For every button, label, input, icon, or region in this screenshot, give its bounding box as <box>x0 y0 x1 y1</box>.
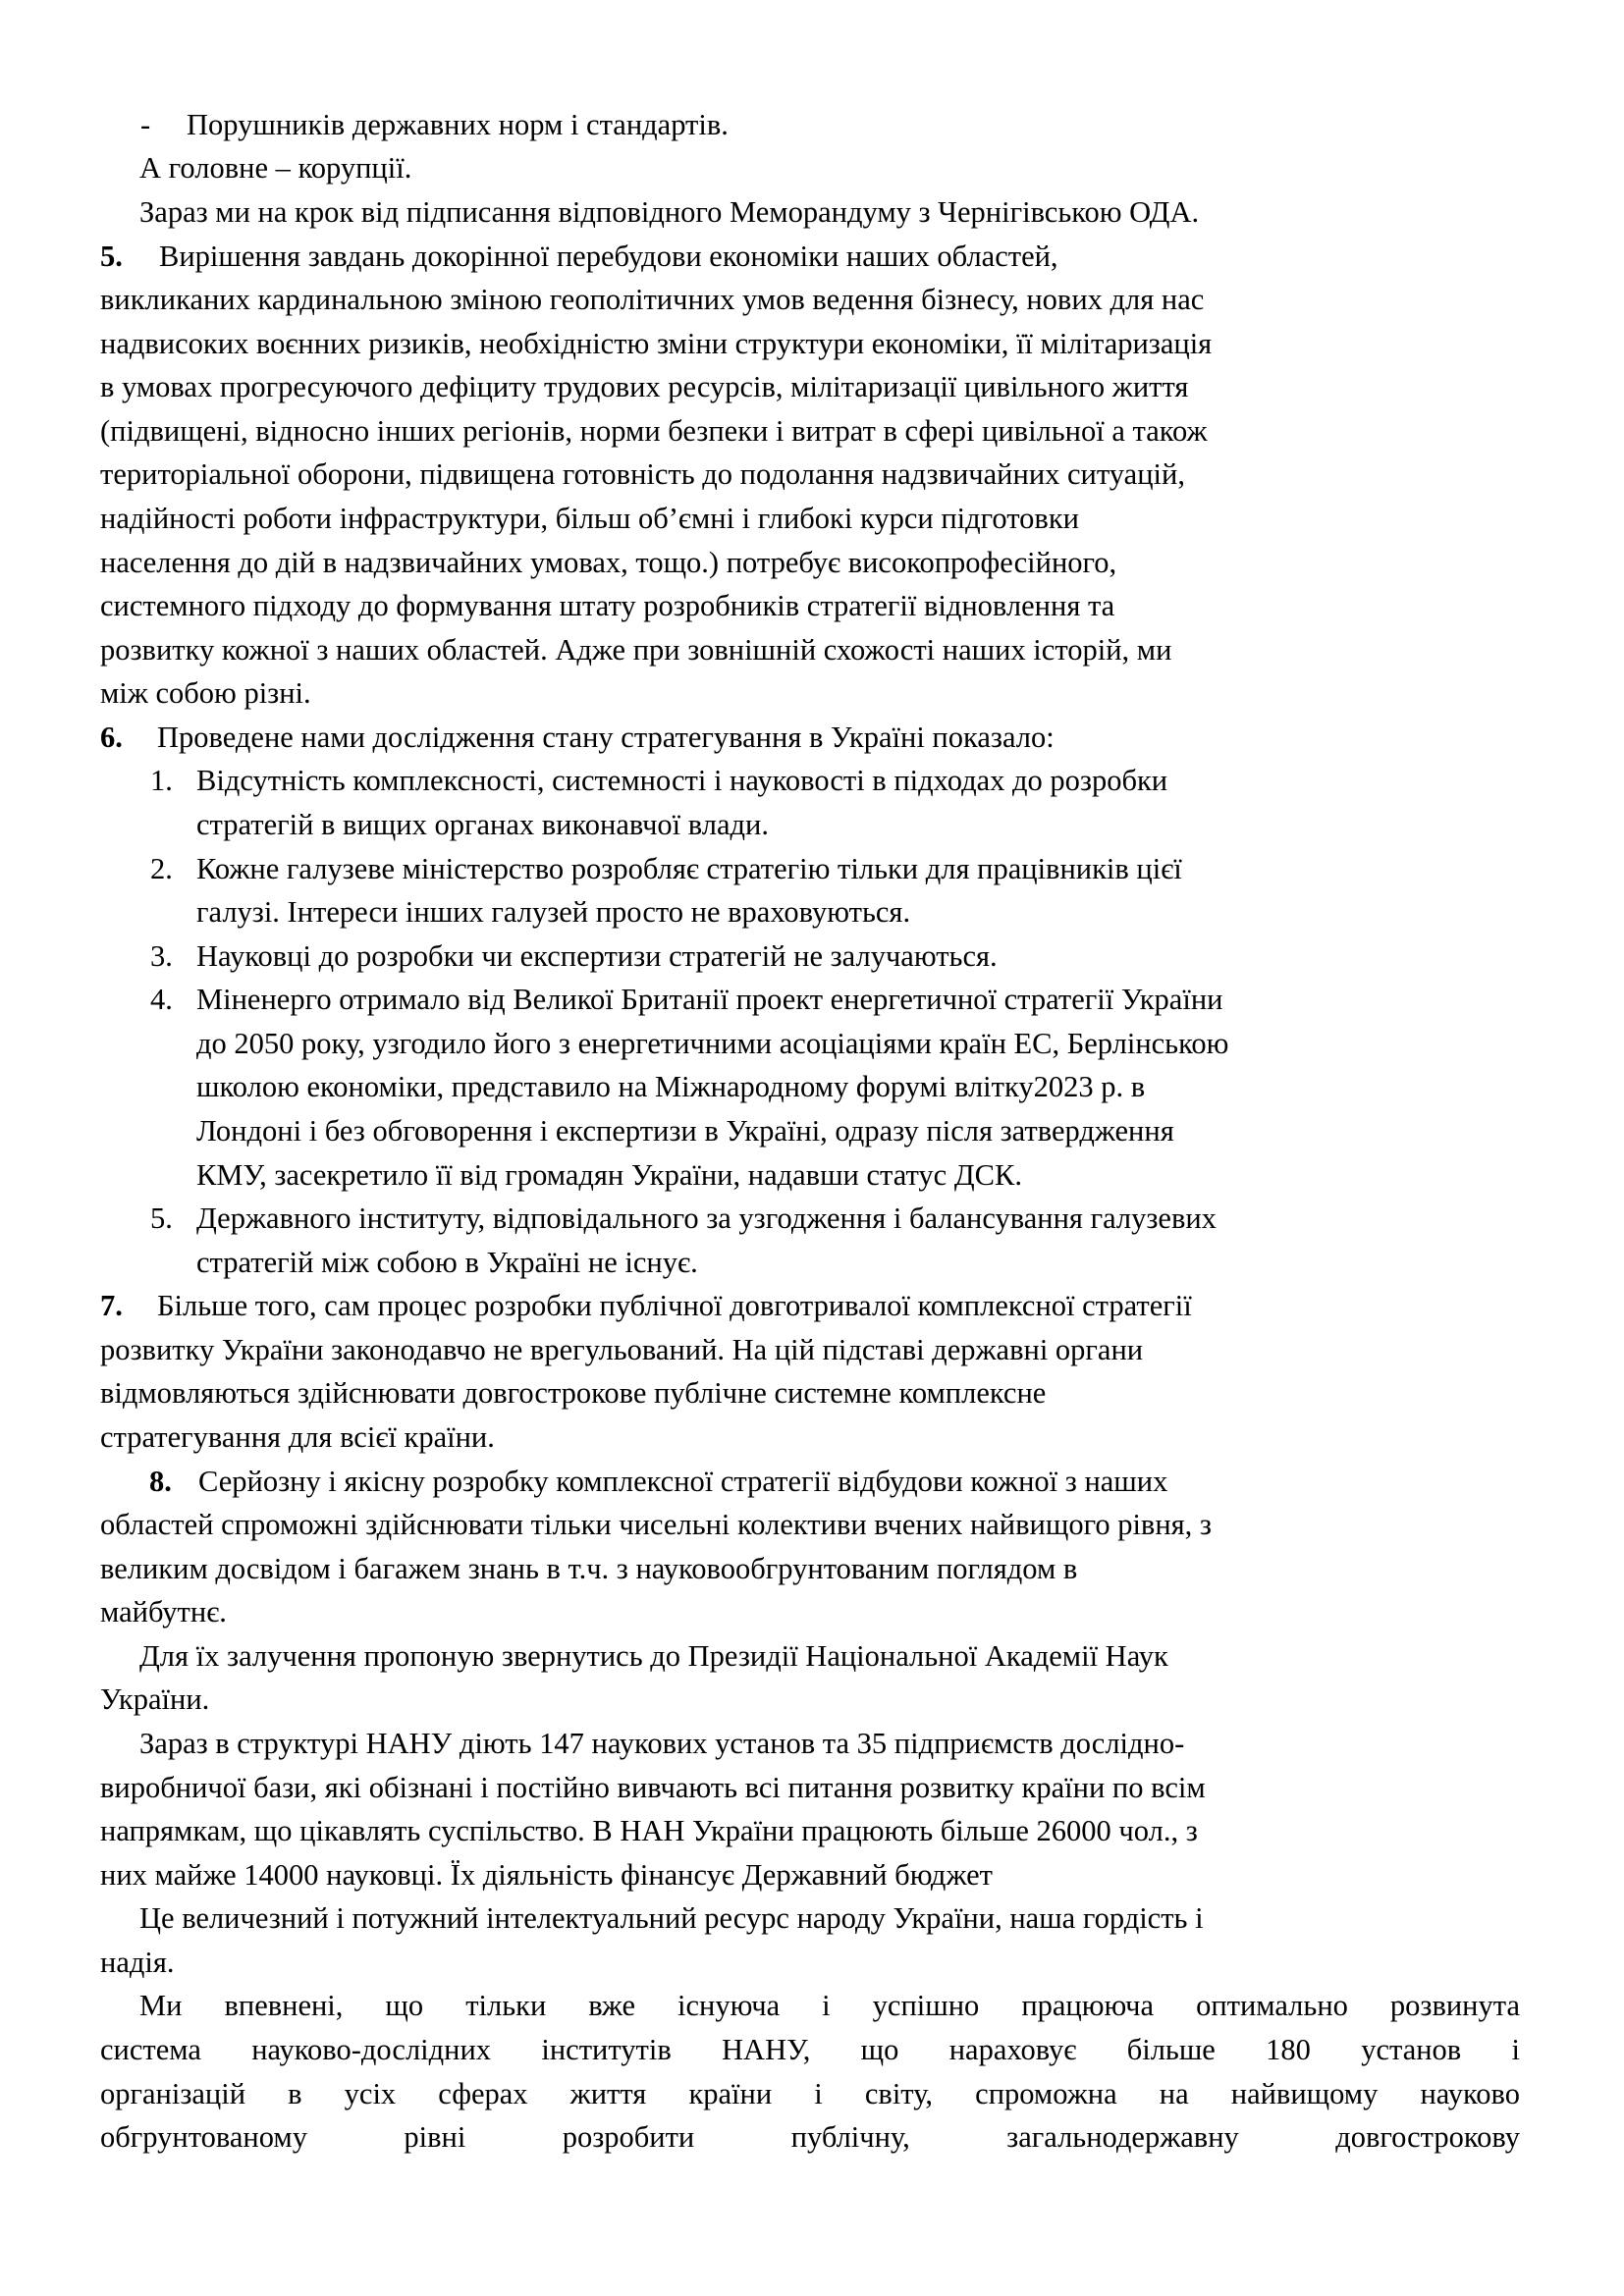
text-line: областей спроможні здійснювати тільки чисельні колективи вчених найвищого рівня, з <box>100 1508 1212 1541</box>
justified-line: обгрунтованому рівні розробити публічну, загальнодержавну довгострокову <box>100 2120 1520 2154</box>
text-line: Проведене нами дослідження стану стратегування в Україні показало: <box>157 721 1055 754</box>
text-line: Зараз в структурі НАНУ діють 147 наукових установ та 35 підприємств дослідно- <box>139 1727 1185 1760</box>
text-line: напрямкам, що цікавлять суспільство. В НАН України працюють більше 26000 чол., з <box>100 1814 1198 1847</box>
text-line: населення до дій в надзвичайних умовах, тощо.) потребує високопрофесійного, <box>100 546 1117 579</box>
text-line: надія. <box>100 1946 175 1979</box>
text-line: Зараз ми на крок від підписання відповідного Меморандуму з Чернігівською ОДА. <box>139 195 1200 229</box>
list-item-text: до 2050 року, узгодило його з енергетичними асоціаціями країн ЕС, Берлінською <box>196 1027 1229 1060</box>
text-line: (підвищені, відносно інших регіонів, норми безпеки і витрат в сфері цивільної а також <box>100 414 1208 448</box>
justified-line: Ми впевнені, що тільки вже існуюча і успішно працююча оптимально розвинута <box>139 1989 1520 2022</box>
text-line: Для їх залучення пропоную звернутись до Президії Національної Академії Наук <box>139 1639 1168 1673</box>
text-line: А головне – корупції. <box>139 151 412 185</box>
text-line: системного підходу до формування штату розробників стратегії відновлення та <box>100 589 1115 622</box>
text-line: Це величезний і потужний інтелектуальний ресурс народу України, наша гордість і <box>139 1901 1204 1935</box>
text-line: великим досвідом і багажем знань в т.ч. з науковообгрунтованим поглядом в <box>100 1552 1078 1585</box>
list-item-text: Науковці до розробки чи експертизи стратегій не залучаються. <box>196 939 998 973</box>
text-line: в умовах прогресуючого дефіциту трудових ресурсів, мілітаризації цивільного життя <box>100 370 1189 403</box>
list-item-text: стратегій в вищих органах виконавчої влади. <box>196 808 769 841</box>
text-line: територіальної оборони, підвищена готовність до подолання надзвичайних ситуацій, <box>100 457 1185 491</box>
list-item-text: КМУ, засекретило її від громадян України, надавши статус ДСК. <box>196 1158 1022 1192</box>
text-line: розвитку України законодавчо не врегульований. На цій підставі державні органи <box>100 1333 1144 1366</box>
section-number-7: 7. <box>100 1289 123 1322</box>
text-line: них майже 14000 науковці. Їх діяльність фінансує Державний бюджет <box>100 1858 993 1892</box>
list-item-text: Лондоні і без обговорення і експертизи в Україні, одразу після затвердження <box>196 1114 1174 1148</box>
bullet-dash: - <box>140 108 151 141</box>
text-line: надвисоких воєнних ризиків, необхідністю зміни структури економіки, її мілітаризація <box>100 327 1213 360</box>
list-number-3: 3. <box>150 939 173 973</box>
text-line: стратегування для всієї країни. <box>100 1420 495 1454</box>
section-number-6: 6. <box>100 721 123 754</box>
section-number-5: 5. <box>100 240 123 273</box>
list-item-text: Державного інституту, відповідального за узгодження і балансування галузевих <box>196 1201 1217 1235</box>
text-line: Вирішення завдань докорінної перебудови економіки наших областей, <box>159 240 1058 273</box>
list-item-text: Відсутність комплексності, системності і науковості в підходах до розробки <box>196 764 1168 797</box>
list-item-text: Кожне галузеве міністерство розробляє стратегію тільки для працівників цієї <box>196 852 1182 885</box>
justified-line: система науково-дослідних інститутів НАНУ, що нараховує більше 180 установ і <box>100 2033 1520 2066</box>
text-line: відмовляються здійснювати довгострокове публічне системне комплексне <box>100 1376 1047 1410</box>
list-number-1: 1. <box>150 764 173 797</box>
list-item-text: Міненерго отримало від Великої Британії проект енергетичної стратегії України <box>196 983 1223 1016</box>
text-line: Більше того, сам процес розробки публічної довготривалої комплексної стратегії <box>157 1289 1192 1322</box>
text-line: України. <box>100 1682 210 1716</box>
text-line: майбутнє. <box>100 1595 227 1629</box>
list-number-4: 4. <box>150 983 173 1016</box>
list-number-2: 2. <box>150 852 173 885</box>
text-line: розвитку кожної з наших областей. Адже при зовнішній схожості наших історій, ми <box>100 633 1172 667</box>
text-line: Порушників державних норм і стандартів. <box>187 108 729 141</box>
section-number-8: 8. <box>149 1465 172 1498</box>
text-line: викликаних кардинальною зміною геополітичних умов ведення бізнесу, нових для нас <box>100 283 1205 316</box>
text-line: між собою різні. <box>100 676 311 710</box>
list-item-text: школою економіки, представило на Міжнародному форумі влітку2023 р. в <box>196 1070 1146 1103</box>
list-item-text: галузі. Інтереси інших галузей просто не враховуються. <box>196 895 911 929</box>
list-number-5: 5. <box>150 1201 173 1235</box>
text-line: виробничої бази, які обізнані і постійно вивчають всі питання розвитку країни по всім <box>100 1771 1206 1804</box>
list-item-text: стратегій між собою в Україні не існує. <box>196 1246 698 1279</box>
text-line: надійності роботи інфраструктури, більш об’ємні і глибокі курси підготовки <box>100 502 1079 535</box>
justified-line: організацій в усіх сферах життя країни і світу, спроможна на найвищому науково <box>100 2077 1520 2110</box>
text-line: Серйозну і якісну розробку комплексної стратегії відбудови кожної з наших <box>198 1465 1168 1498</box>
